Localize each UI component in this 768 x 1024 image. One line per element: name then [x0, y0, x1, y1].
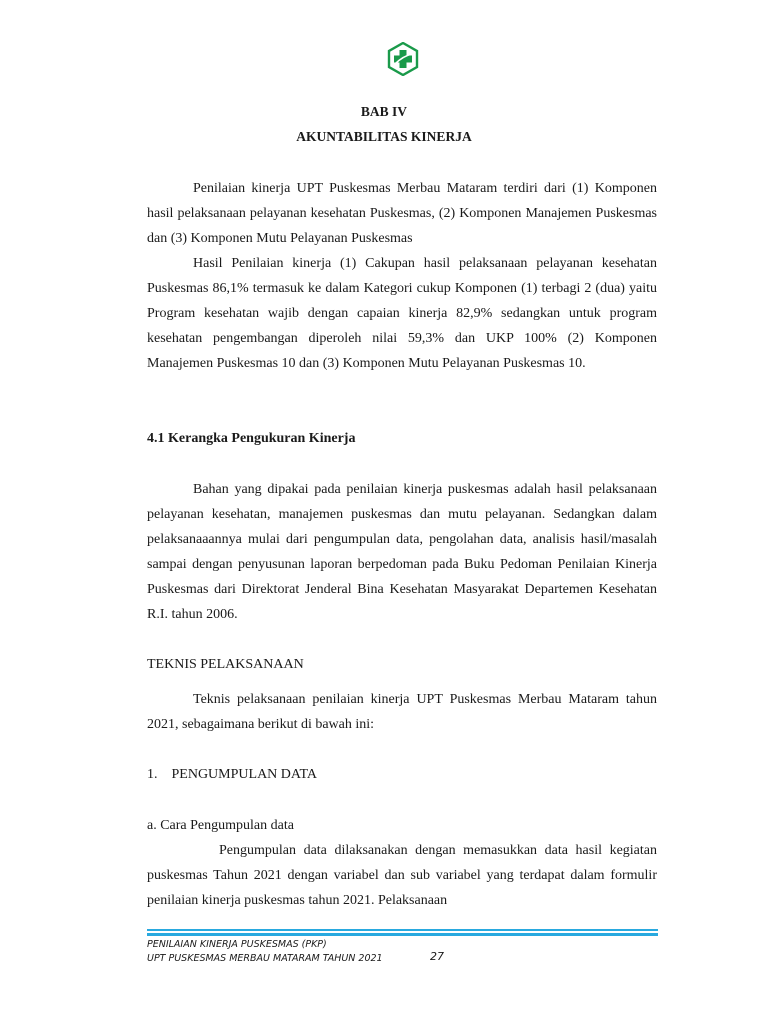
heading-title: PENGUMPULAN DATA [171, 767, 317, 782]
chapter-title: AKUNTABILITAS KINERJA [296, 129, 472, 144]
footer-line-1: PENILAIAN KINERJA PUSKESMAS (PKP) [147, 939, 327, 950]
subheading-a: a. Cara Pengumpulan data [147, 818, 294, 833]
teknis-heading: TEKNIS PELAKSANAAN [147, 657, 304, 672]
pengumpulan-paragraph: Pengumpulan data dilaksanakan dengan memasukkan data hasil kegiatan puskesmas Tahun 2021 dengan variabel dan sub variabel yang terdapat dalam formulir penilaian kinerja puskesmas tahun 2021. Pelaksanaan [147, 843, 657, 909]
section-heading-4-1: 4.1 Kerangka Pengukuran Kinerja [147, 431, 356, 446]
puskesmas-logo [386, 42, 420, 76]
chapter-number: BAB IV [360, 104, 408, 119]
intro-paragraph-2: Hasil Penilaian kinerja (1) Cakupan hasil pelaksanaan pelayanan kesehatan Puskesmas 86,1% termasuk ke dalam Kategori cukup Komponen (1) terbagi 2 (dua) yaitu Program kesehatan wajib dengan capaian kinerja 82,9% sedangkan untuk program kesehatan pengembangan diperoleh nilai 59,3% dan UKP 100% (2) Komponen Manajemen Puskesmas 10 dan (3) Komponen Mutu Pelayanan Puskesmas 10. [147, 256, 657, 372]
footer-rule [147, 929, 658, 936]
heading-number: 1. [147, 767, 158, 782]
footer-line-2: UPT PUSKESMAS MERBAU MATARAM TAHUN 2021 [147, 953, 383, 964]
numbered-heading [147, 767, 317, 783]
page-number: 27 [430, 950, 444, 963]
teknis-paragraph: Teknis pelaksanaan penilaian kinerja UPT Puskesmas Merbau Mataram tahun 2021, sebagaimana berikut di bawah ini: [147, 692, 657, 733]
section-4-1-paragraph: Bahan yang dipakai pada penilaian kinerja puskesmas adalah hasil pelaksanaan pelayanan kesehatan, manajemen puskesmas dan mutu pelayanan. Sedangkan dalam pelaksanaaannya mulai dari pengumpulan data, pengolahan data, analisis hasil/masalah sampai dengan penyusunan laporan berpedoman pada Buku Pedoman Penilaian Kinerja Puskesmas dari Direktorat Jenderal Bina Kesehatan Masyarakat Departemen Kesehatan R.I. tahun 2006. [147, 482, 657, 623]
intro-paragraph-1: Penilaian kinerja UPT Puskesmas Merbau Mataram terdiri dari (1) Komponen hasil pelaksanaan pelayanan kesehatan Puskesmas, (2) Komponen Manajemen Puskesmas dan (3) Komponen Mutu Pelayanan Puskesmas [147, 181, 657, 247]
